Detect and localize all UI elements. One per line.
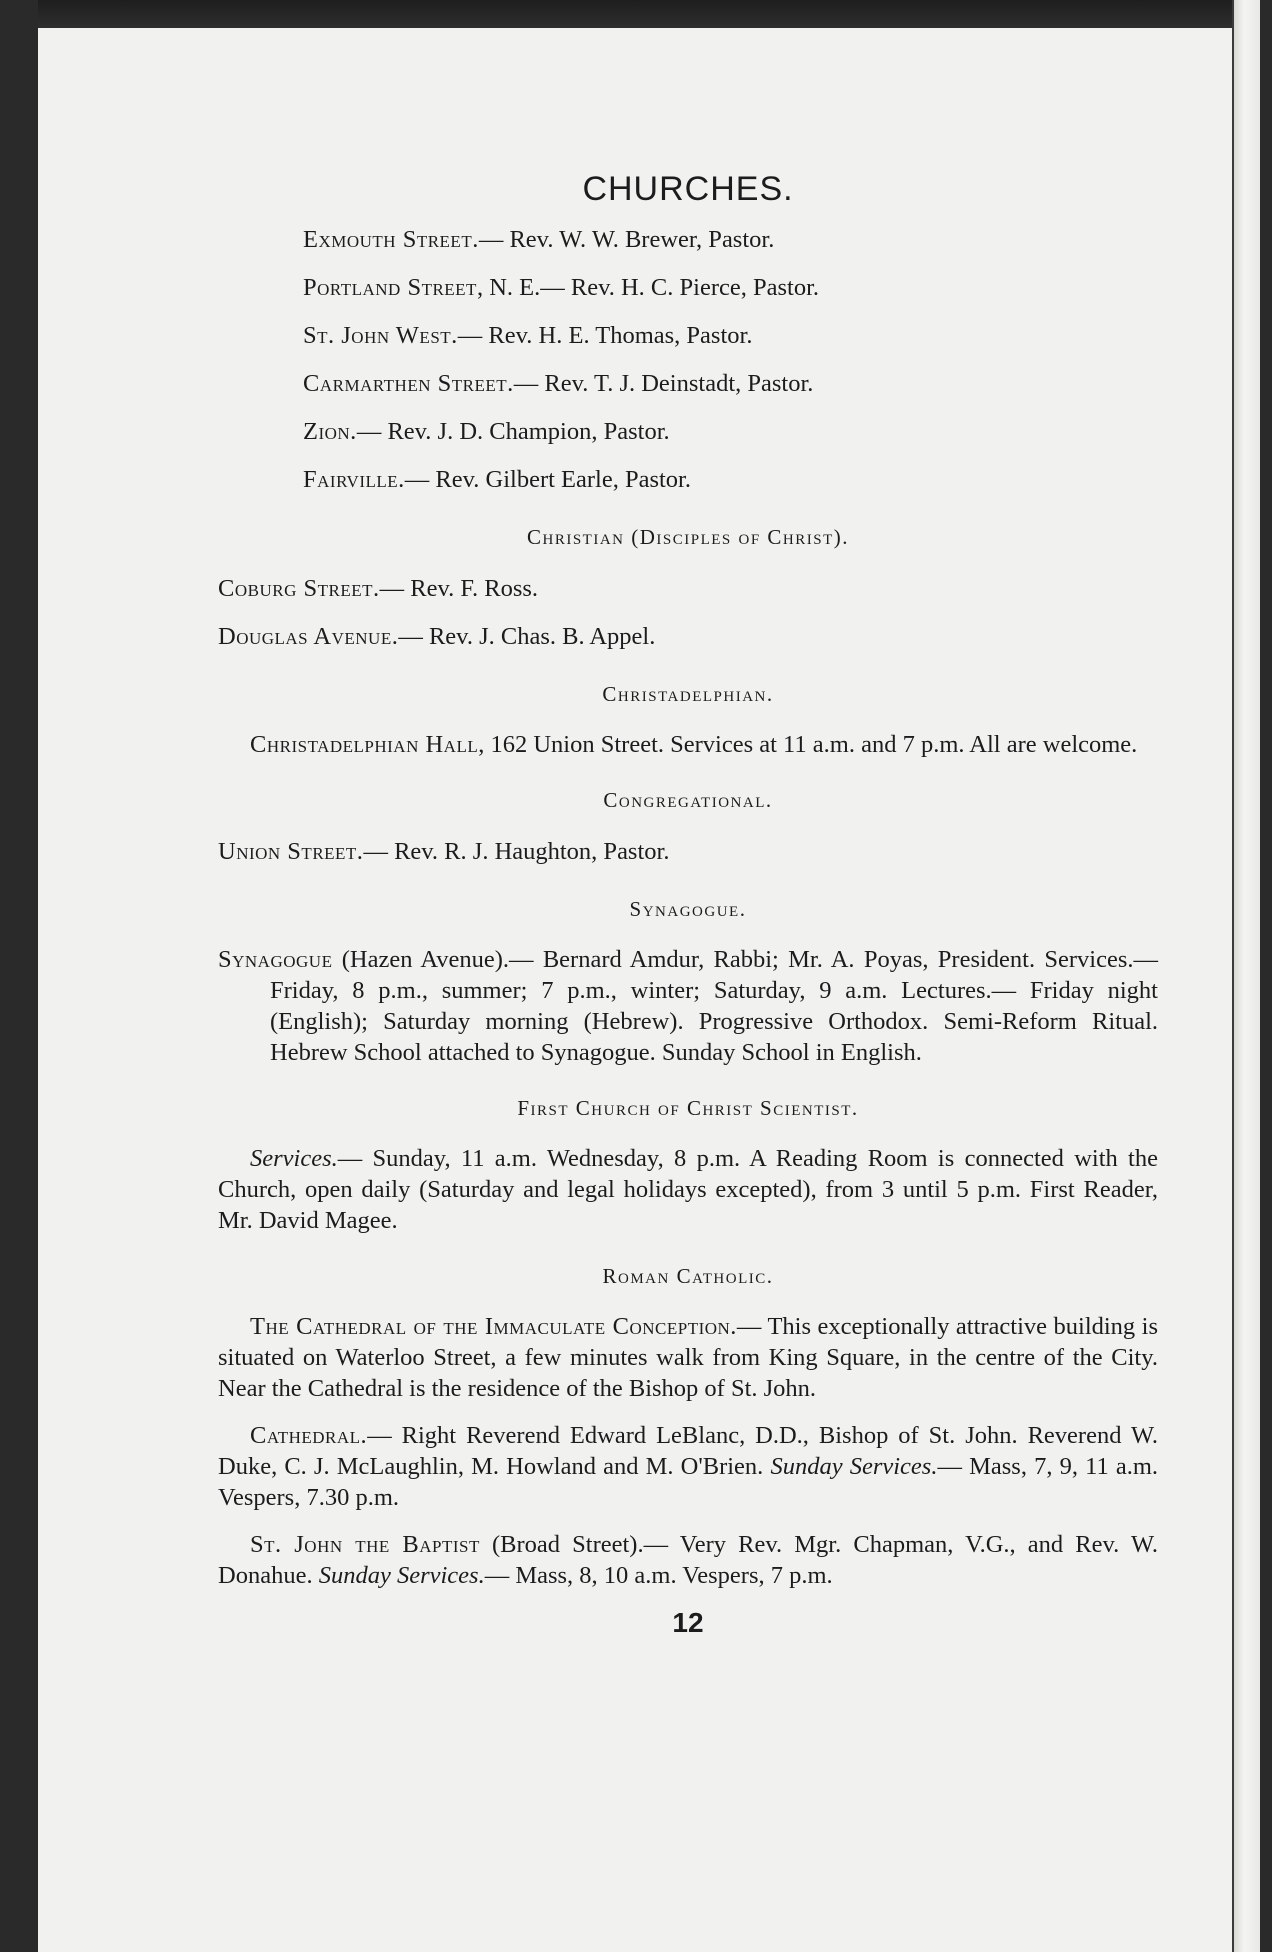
page-content [218,160,1158,1639]
list-item: Carmarthen Street.— Rev. T. J. Deinstadt, Pastor. [303,370,814,397]
cathedral-description-paragraph: The Cathedral of the Immaculate Conception.— This exceptionally attractive building is situated on Waterloo Street, a few minutes walk from King Square, in the centre of the City. Near the Cathedral is the residence of the Bishop of St. John. [218,1313,1158,1402]
section-heading-christadelphian: Christadelphian. [602,682,774,706]
book-page [38,0,1260,1952]
section-heading-christ-scientist: First Church of Christ Scientist. [517,1096,859,1120]
list-item: Fairville.— Rev. Gilbert Earle, Pastor. [303,466,691,493]
section-heading-synagogue: Synagogue. [629,897,747,921]
list-item: Union Street.— Rev. R. J. Haughton, Pastor. [218,838,670,865]
christadelphian-paragraph: Christadelphian Hall, 162 Union Street. Services at 11 a.m. and 7 p.m. All are welcome. [250,731,1138,758]
page-title: CHURCHES. [582,170,794,208]
page-number: 12 [672,1607,704,1638]
section-heading-congregational: Congregational. [603,788,773,812]
synagogue-paragraph: Synagogue (Hazen Avenue).— Bernard Amdur, Rabbi; Mr. A. Poyas, President. Services.— Friday, 8 p.m., summer; 7 p.m., winter; Saturday, 9 a.m. Lectures.— Friday night (English); Saturday morning (Hebrew). Progressive Orthodox. Semi-Reform Ritual. Hebrew School attached to Synagogue. Sunday School in English. [218,946,1158,1066]
list-item: St. John West.— Rev. H. E. Thomas, Pastor. [303,322,753,349]
scan-shadow [38,0,1260,28]
st-john-baptist-paragraph: St. John the Baptist (Broad Street).— Very Rev. Mgr. Chapman, V.G., and Rev. W. Donahue. Sunday Services.— Mass, 8, 10 a.m. Vespers, 7 p.m. [218,1531,1158,1589]
christ-scientist-paragraph: Services.— Sunday, 11 a.m. Wednesday, 8 p.m. A Reading Room is connected with the Church, open daily (Saturday and legal holidays excepted), from 3 until 5 p.m. First Reader, Mr. David Magee. [218,1145,1158,1234]
list-item: Zion.— Rev. J. D. Champion, Pastor. [303,418,670,445]
list-item: Douglas Avenue.— Rev. J. Chas. B. Appel. [218,623,656,650]
list-item: Coburg Street.— Rev. F. Ross. [218,575,539,602]
list-item: Exmouth Street.— Rev. W. W. Brewer, Pastor. [303,226,775,253]
page-edge [1232,0,1260,1952]
section-heading-christian: Christian (Disciples of Christ). [526,525,850,549]
baptist-church-list [218,223,1158,497]
list-item: Portland Street, N. E.— Rev. H. C. Pierce, Pastor. [303,274,820,301]
section-heading-roman-catholic: Roman Catholic. [602,1264,774,1288]
cathedral-clergy-paragraph: Cathedral.— Right Reverend Edward LeBlanc, D.D., Bishop of St. John. Reverend W. Duke, C. J. McLaughlin, M. Howland and M. O'Brien. Sunday Services.— Mass, 7, 9, 11 a.m. Vespers, 7.30 p.m. [218,1422,1159,1511]
